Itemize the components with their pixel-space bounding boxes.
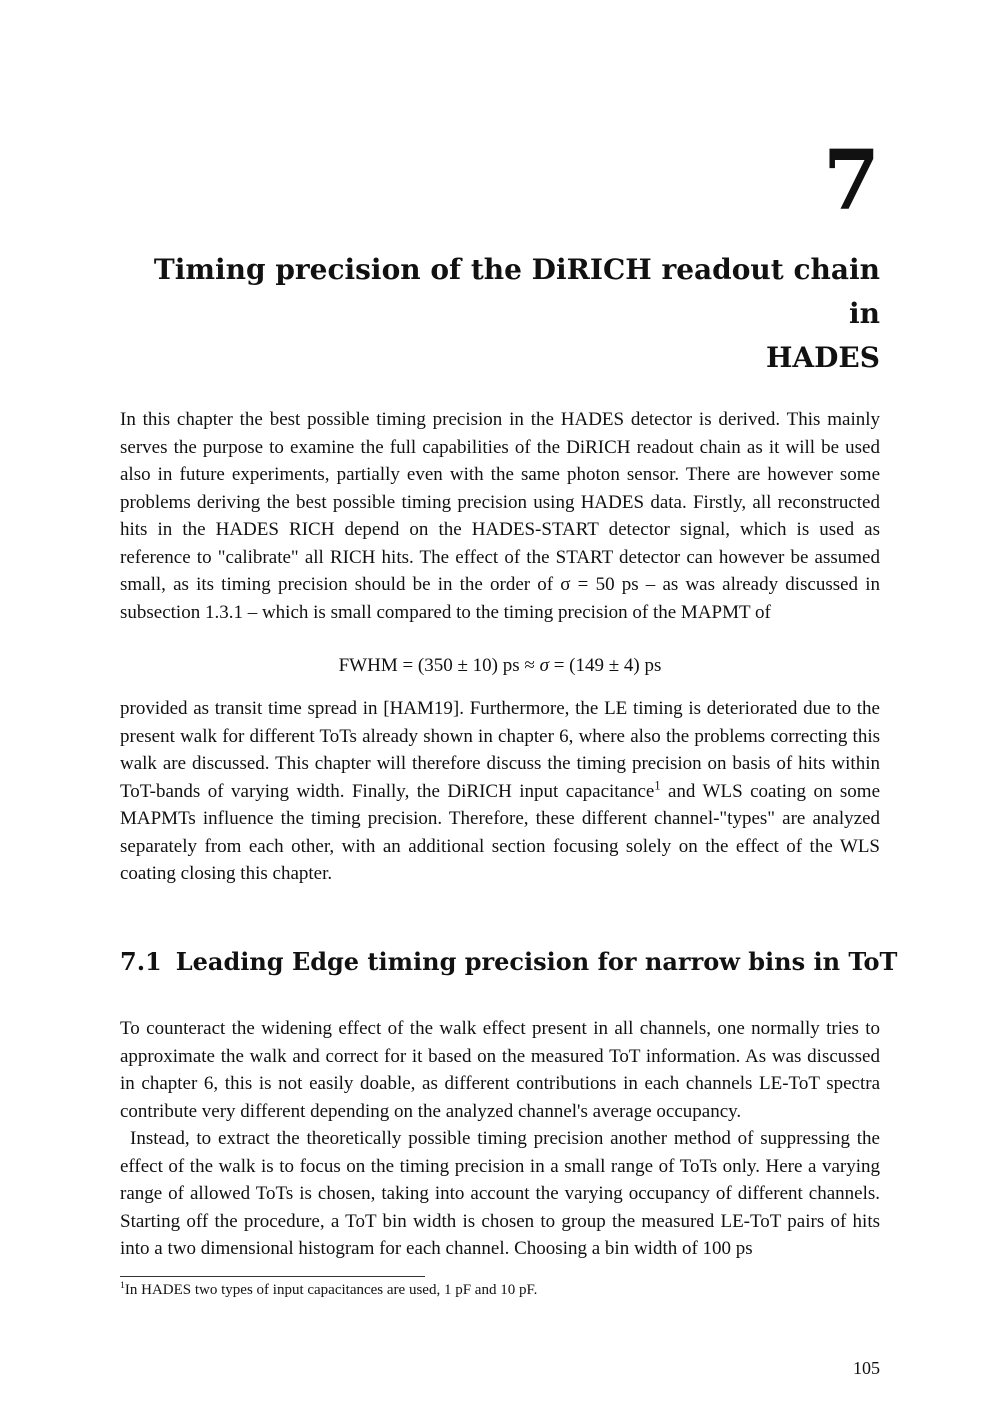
equation xyxy=(120,652,880,679)
footnote xyxy=(120,1280,880,1300)
footnote-mark: 1 xyxy=(120,1280,125,1291)
intro-paragraph-2 xyxy=(120,695,880,888)
page-number: 105 xyxy=(853,1358,880,1378)
footnote-reference[interactable]: 1 xyxy=(654,778,661,793)
section-paragraph-2: Instead, to extract the theoretically possible timing precision another method of suppressing the effect of the walk is to focus on the timing precision in a small range of ToTs only. Here a varying range of allowed ToTs is chosen, taking into account the varying occupancy of different channels. Starting off the procedure, a ToT bin width is chosen to group the measured LE-ToT pairs of hits into a two dimensional histogram for each channel. Choosing a bin width of 100 ps xyxy=(120,1128,880,1259)
intro-paragraph: In this chapter the best possible timing precision in the HADES detector is derived. This mainly serves the purpose to examine the full capabilities of the DiRICH readout chain as it will be used also in future experiments, partially even with the same photon sensor. There are however some problems deriving the best possible timing precision using HADES data. Firstly, all reconstructed hits in the HADES RICH depend on the HADES-START detector signal, which is used as reference to "calibrate" all RICH hits. The effect of the START detector can however be assumed small, as its timing precision should be in the order of σ = 50 ps – as was already discussed in subsection 1.3.1 – which is small compared to the timing precision of the MAPMT of xyxy=(120,409,880,623)
chapter-title-line1: Timing precision of the DiRICH readout chain in xyxy=(153,253,880,330)
equation-left: FWHM = (350 ± 10) ps ≈ xyxy=(338,655,540,676)
section-heading xyxy=(120,945,897,979)
chapter-number: 7 xyxy=(822,133,880,229)
chapter-title-line2: HADES xyxy=(765,341,880,374)
intro-paragraph-2-a: provided as transit time spread in [HAM19]. Furthermore, the LE timing is deteriorated due to the present walk for different ToTs already shown in chapter 6, where also the problems correcting this walk are discussed. This chapter will therefore discuss the timing precision on basis of hits within ToT-bands of varying width. Finally, the DiRICH input capacitance xyxy=(120,698,880,802)
equation-sigma: σ xyxy=(539,655,549,676)
section-title: Leading Edge timing precision for narrow bins in ToT xyxy=(175,947,898,976)
section-number: 7.1 xyxy=(120,947,162,976)
chapter-title xyxy=(120,248,880,380)
footnote-text: In HADES two types of input capacitances are used, 1 pF and 10 pF. xyxy=(124,1282,538,1298)
equation-right: = (149 ± 4) ps xyxy=(548,655,662,676)
section-paragraph-1: To counteract the widening effect of the walk effect present in all channels, one normally tries to approximate the walk and correct for it based on the measured ToT information. As was discussed in chapter 6, this is not easily doable, as different contributions in each channels LE-ToT spectra contribute very different depending on the analyzed channel's average occupancy. xyxy=(120,1018,880,1122)
intro-paragraph-2-b: and WLS coating on some MAPMTs influence the timing precision. Therefore, these different channel-"types" are analyzed separately from each other, with an additional section focusing solely on the effect of the WLS coating closing this chapter. xyxy=(120,780,881,884)
footnote-divider xyxy=(120,1276,425,1277)
